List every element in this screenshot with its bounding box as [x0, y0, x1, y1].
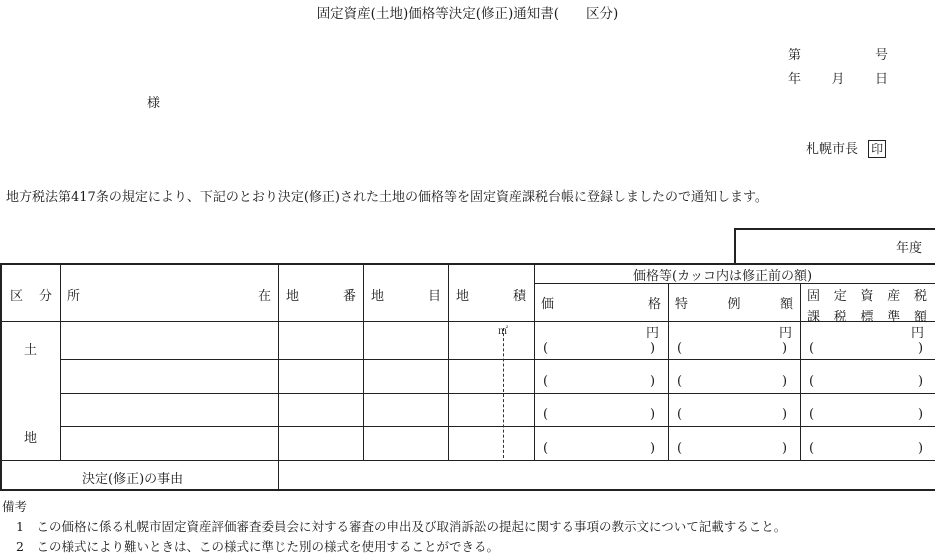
valuation-table — [0, 228, 935, 491]
note-item-2: 2 この様式により難いときは、この様式に準じた別の様式を使用することができる。 — [16, 539, 499, 554]
price-group-header: 価格等(カッコ内は修正前の額) — [633, 269, 813, 284]
paren-open: ( — [809, 407, 815, 422]
paren-open: ( — [543, 341, 549, 356]
row-label-do: 土 — [24, 343, 38, 358]
row-label-chi: 地 — [24, 431, 38, 446]
paren-close: ) — [918, 441, 924, 456]
notes-heading: 備考 — [2, 499, 28, 514]
paren-open: ( — [677, 441, 683, 456]
seal-mark: 印 — [868, 140, 886, 158]
paren-close: ) — [650, 407, 656, 422]
date-year: 年 — [788, 72, 802, 87]
paren-close: ) — [782, 374, 788, 389]
note-item-1: 1 この価格に係る札幌市固定資産評価審査委員会に対する審査の申出及び取消訴訟の提起に関する事項の教示文について記載すること。 — [16, 519, 787, 534]
paren-open: ( — [677, 374, 683, 389]
paren-close: ) — [782, 407, 788, 422]
document-date — [788, 68, 888, 87]
paren-open: ( — [677, 407, 683, 422]
body-text: 地方税法第417条の規定により、下記のとおり決定(修正)された土地の価格等を固定資産課税台帳に登録しましたので通知します。 — [6, 190, 768, 205]
issuer — [806, 138, 886, 158]
header-shozai: 所 在 — [67, 289, 271, 304]
paren-open: ( — [677, 341, 683, 356]
paren-close: ) — [650, 374, 656, 389]
header-hyojun: 固 定 資 産 税 課 税 標 準 額 — [807, 289, 927, 325]
paren-close: ) — [918, 341, 924, 356]
paren-close: ) — [650, 441, 656, 456]
header-chiban: 地 番 — [286, 289, 356, 304]
paren-open: ( — [809, 441, 815, 456]
number-label-dai: 第 — [788, 48, 802, 63]
number-label-go: 号 — [874, 48, 888, 63]
paren-close: ) — [782, 441, 788, 456]
fiscal-year-label: 年度 — [896, 241, 923, 256]
reason-label: 決定(修正)の事由 — [82, 472, 184, 487]
paren-open: ( — [543, 441, 549, 456]
document-title: 固定資産(土地)価格等決定(修正)通知書( 区分) — [316, 6, 619, 22]
header-tokurei: 特 例 額 — [675, 297, 793, 312]
paren-open: ( — [809, 374, 815, 389]
yen-unit-hyojun: 円 — [911, 326, 925, 341]
issuer-name: 札幌市長 — [806, 142, 859, 157]
yen-unit-kakaku: 円 — [646, 326, 660, 341]
area-unit: ㎡ — [498, 326, 508, 337]
header-kakaku: 価 格 — [541, 297, 661, 312]
paren-open: ( — [809, 341, 815, 356]
header-chiseki: 地 積 — [456, 289, 526, 304]
paren-close: ) — [650, 341, 656, 356]
date-day: 日 — [874, 72, 888, 87]
header-chimoku: 地 目 — [371, 289, 441, 304]
recipient-suffix: 様 — [147, 96, 161, 111]
header-kubun: 区 分 — [10, 289, 52, 304]
paren-open: ( — [543, 407, 549, 422]
notes — [2, 497, 786, 557]
date-month: 月 — [831, 72, 845, 87]
paren-close: ) — [782, 341, 788, 356]
paren-close: ) — [918, 374, 924, 389]
paren-close: ) — [918, 407, 924, 422]
document-number — [788, 44, 888, 63]
yen-unit-tokurei: 円 — [779, 326, 793, 341]
paren-open: ( — [543, 374, 549, 389]
